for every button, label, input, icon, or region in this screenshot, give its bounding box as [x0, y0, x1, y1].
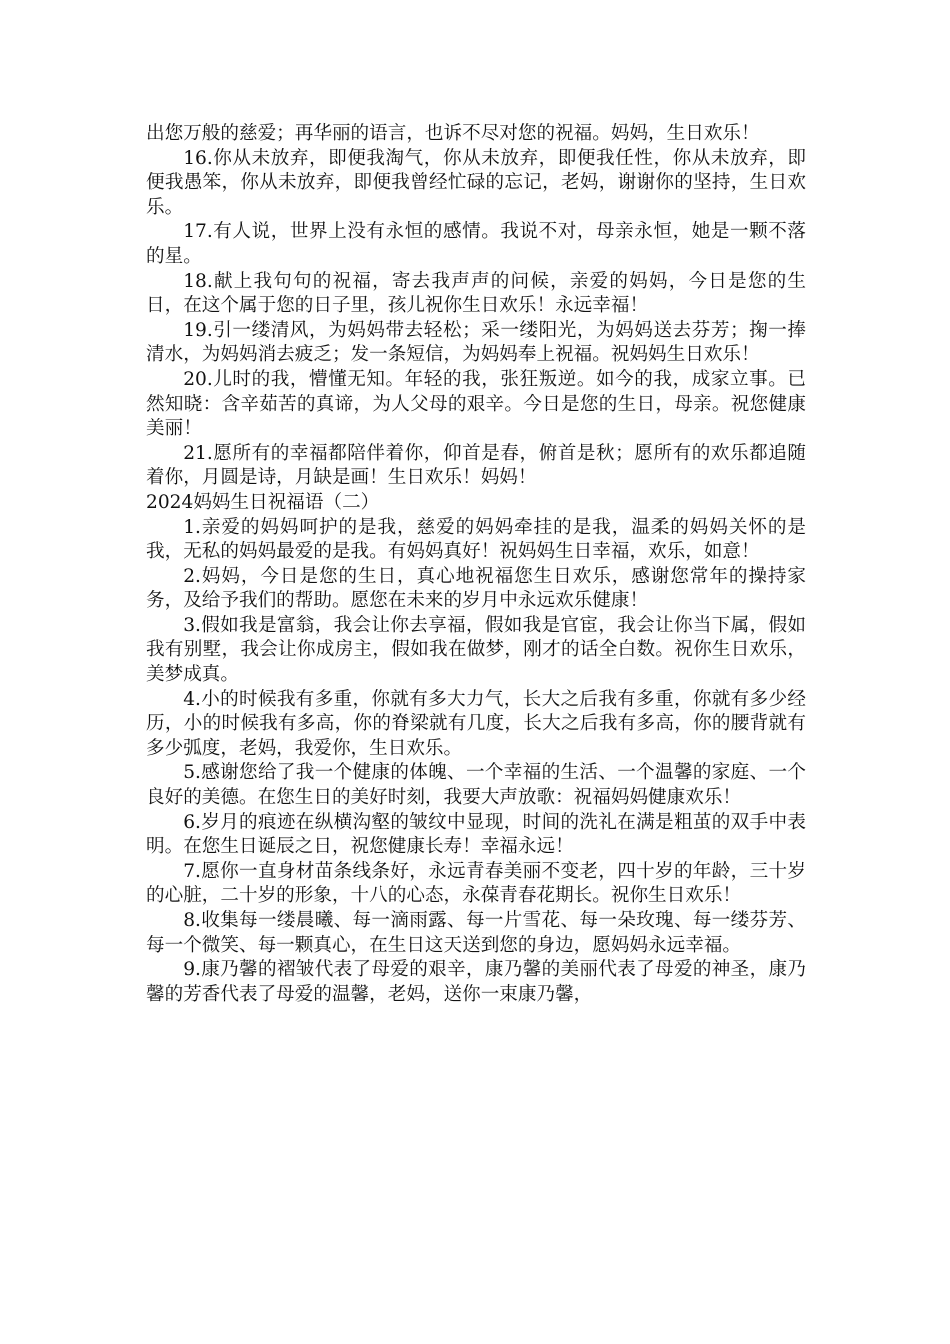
paragraph-item-3: 3.假如我是富翁，我会让你去享福，假如我是官宦，我会让你当下属，假如我有别墅，我会让你成房主，假如我在做梦，刚才的话全白数。祝你生日欢乐，美梦成真。	[146, 614, 806, 686]
paragraph-item-18: 18.献上我句句的祝福，寄去我声声的问候，亲爱的妈妈，今日是您的生日，在这个属于您的日子里，孩儿祝你生日欢乐！永远幸福！	[146, 270, 806, 317]
paragraph-item-4: 4.小的时候我有多重，你就有多大力气，长大之后我有多重，你就有多少经历，小的时候我有多高，你的脊梁就有几度，长大之后我有多高，你的腰背就有多少弧度，老妈，我爱你，生日欢乐。	[146, 688, 806, 759]
paragraph-item-8: 8.收集每一缕晨曦、每一滴雨露、每一片雪花、每一朵玫瑰、每一缕芬芳、每一个微笑、每一颗真心，在生日这天送到您的身边，愿妈妈永远幸福。	[146, 910, 806, 956]
paragraph-item-9: 9.康乃馨的褶皱代表了母爱的艰辛，康乃馨的美丽代表了母爱的神圣，康乃馨的芳香代表了母爱的温馨，老妈，送你一束康乃馨，	[146, 959, 806, 1005]
paragraph-item-21: 21.愿所有的幸福都陪伴着你，仰首是春，俯首是秋；愿所有的欢乐都追随着你，月圆是诗，月缺是画！生日欢乐！妈妈！	[146, 442, 806, 489]
paragraph-item-6: 6.岁月的痕迹在纵横沟壑的皱纹中显现，时间的洗礼在满是粗茧的双手中表明。在您生日诞辰之日，祝您健康长寿！幸福永远！	[146, 811, 806, 858]
paragraph-item-19: 19.引一缕清风，为妈妈带去轻松；采一缕阳光，为妈妈送去芬芳；掬一捧清水，为妈妈消去疲乏；发一条短信，为妈妈奉上祝福。祝妈妈生日欢乐！	[146, 319, 806, 366]
paragraph-item-2: 2.妈妈，今日是您的生日，真心地祝福您生日欢乐，感谢您常年的操持家务，及给予我们的帮助。愿您在未来的岁月中永远欢乐健康！	[146, 565, 806, 612]
section-heading: 2024妈妈生日祝福语（二）	[146, 491, 380, 513]
document-page	[146, 122, 806, 1007]
paragraph-item-7: 7.愿你一直身材苗条线条好，永远青春美丽不变老，四十岁的年龄，三十岁的心脏，二十岁的形象，十八的心态，永葆青春花期长。祝你生日欢乐！	[146, 860, 806, 907]
paragraph-item-17: 17.有人说，世界上没有永恒的感情。我说不对，母亲永恒，她是一颗不落的星。	[146, 221, 806, 267]
paragraph-item-1: 1.亲爱的妈妈呵护的是我，慈爱的妈妈牵挂的是我，温柔的妈妈关怀的是我，无私的妈妈最爱的是我。有妈妈真好！祝妈妈生日幸福，欢乐，如意！	[146, 516, 806, 563]
paragraph-item-20: 20.儿时的我，懵懂无知。年轻的我，张狂叛逆。如今的我，成家立事。已然知晓：含辛茹苦的真谛，为人父母的艰辛。今日是您的生日，母亲。祝您健康美丽！	[146, 368, 806, 440]
paragraph-continuation: 出您万般的慈爱；再华丽的语言，也诉不尽对您的祝福。妈妈，生日欢乐！	[146, 123, 760, 144]
paragraph-item-5: 5.感谢您给了我一个健康的体魄、一个幸福的生活、一个温馨的家庭、一个良好的美德。在您生日的美好时刻，我要大声放歌：祝福妈妈健康欢乐！	[146, 762, 806, 809]
paragraph-item-16: 16.你从未放弃，即便我淘气，你从未放弃，即便我任性，你从未放弃，即便我愚笨，你从未放弃，即便我曾经忙碌的忘记，老妈，谢谢你的坚持，生日欢乐。	[146, 147, 806, 218]
